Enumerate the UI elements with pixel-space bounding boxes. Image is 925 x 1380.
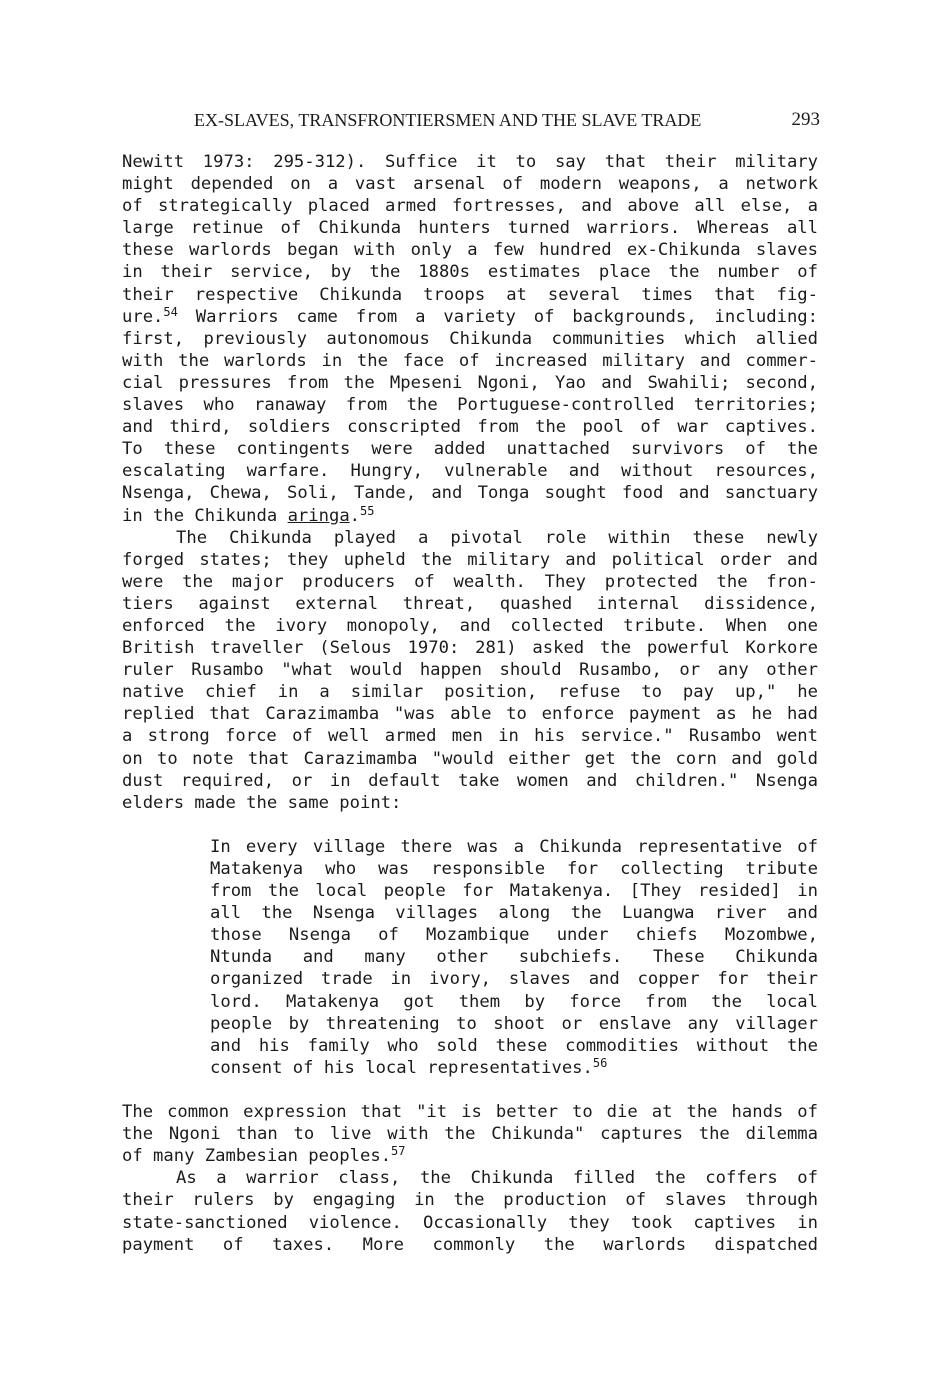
text-line: of strategically placed armed fortresses, and above all else, a	[122, 196, 818, 217]
text-fragment: of many Zambesian peoples.	[122, 1146, 392, 1167]
footnote-ref-56: 56	[592, 1055, 608, 1070]
footnote-ref-57: 57	[391, 1144, 406, 1159]
text-line: Nsenga, Chewa, Soli, Tande, and Tonga sought food and sanctuary	[122, 483, 818, 504]
text-line: escalating warfare. Hungry, vulnerable and without resources,	[122, 461, 818, 482]
text-line: a strong force of well armed men in his service." Rusambo went	[122, 726, 818, 747]
text-line: these warlords began with only a few hundred ex-Chikunda slaves	[122, 240, 818, 261]
text-line: tiers against external threat, quashed internal dissidence,	[122, 593, 818, 614]
text-line: elders made the same point:	[122, 792, 402, 813]
text-line: with the warlords in the face of increased military and commer-	[122, 350, 818, 371]
text-line: state-sanctioned violence. Occasionally they took captives in	[122, 1212, 818, 1233]
quote-line	[210, 1057, 818, 1079]
quote-line: In every village there was a Chikunda representative of	[210, 836, 818, 857]
text-line: dust required, or in default take women and children." Nsenga	[122, 770, 818, 791]
text-line: forged states; they upheld the military and political order and	[122, 549, 818, 570]
paragraph-4	[122, 1167, 818, 1255]
paragraph-1	[122, 151, 818, 527]
text-line: native chief in a similar position, refuse to pay up," he	[122, 682, 818, 703]
text-line	[122, 505, 818, 527]
text-line: slaves who ranaway from the Portuguese-controlled territories;	[122, 395, 818, 416]
text-line: British traveller (Selous 1970: 281) asked the powerful Korkore	[122, 638, 818, 659]
footnote-ref-54: 54	[163, 304, 178, 319]
text-line: cial pressures from the Mpeseni Ngoni, Yao and Swahili; second,	[122, 372, 818, 393]
quote-line: Ntunda and many other subchiefs. These Chikunda	[210, 947, 818, 968]
spacer	[122, 814, 818, 836]
text-fragment: Warriors came from a variety of backgrounds, including:	[177, 306, 818, 327]
running-header	[122, 106, 822, 134]
quote-line: organized trade in ivory, slaves and copper for their	[210, 969, 818, 990]
quote-line: from the local people for Matakenya. [They resided] in	[210, 881, 818, 902]
footnote-ref-55: 55	[360, 503, 375, 518]
text-line: large retinue of Chikunda hunters turned warriors. Whereas all	[122, 218, 818, 239]
text-line: The Chikunda played a pivotal role within these newly	[176, 527, 818, 548]
page-number: 293	[791, 109, 820, 130]
text-line: replied that Carazimamba "was able to enforce payment as he had	[122, 704, 818, 725]
text-fragment: consent of his local representatives.	[210, 1057, 593, 1078]
quote-line: Matakenya who was responsible for collecting tribute	[210, 859, 818, 879]
quote-line: people by threatening to shoot or enslave any villager	[210, 1013, 818, 1034]
quote-line: all the Nsenga villages along the Luangwa river and	[210, 903, 818, 924]
text-line: their respective Chikunda troops at several times that fig-	[122, 284, 818, 305]
text-line: To these contingents were added unattached survivors of the	[122, 439, 818, 460]
quote-line: lord. Matakenya got them by force from the local	[210, 991, 818, 1012]
text-line: the Ngoni than to live with the Chikunda" captures the dilemma	[122, 1124, 818, 1145]
quote-line: and his family who sold these commodities without the	[210, 1035, 818, 1056]
text-line: their rulers by engaging in the production of slaves through	[122, 1190, 818, 1211]
text-line: payment of taxes. More commonly the warlords dispatched	[122, 1234, 818, 1255]
running-title: EX-SLAVES, TRANSFRONTIERSMEN AND THE SLAVE TRADE	[194, 110, 702, 130]
text-line: As a warrior class, the Chikunda filled the coffers of	[176, 1168, 818, 1189]
text-line	[122, 1145, 818, 1167]
text-line: ruler Rusambo "what would happen should Rusambo, or any other	[122, 660, 818, 681]
text-line: might depended on a vast arsenal of modern weapons, a network	[122, 174, 818, 195]
text-line: first, previously autonomous Chikunda communities which allied	[122, 328, 818, 349]
body-text	[122, 151, 818, 1256]
paragraph-2	[122, 527, 818, 814]
text-line: The common expression that "it is better to die at the hands of	[122, 1102, 818, 1123]
text-line	[122, 306, 818, 328]
spacer	[122, 1079, 818, 1101]
text-line: on to note that Carazimamba "would either get the corn and gold	[122, 748, 818, 769]
italic-term-aringa: aringa	[287, 505, 350, 526]
text-line: and third, soldiers conscripted from the pool of war captives.	[122, 417, 818, 438]
text-fragment: ure.	[122, 306, 164, 327]
text-line: Newitt 1973: 295-312). Suffice it to say that their military	[122, 152, 818, 172]
text-fragment: .	[349, 505, 361, 526]
paragraph-3	[122, 1101, 818, 1167]
quote-line: those Nsenga of Mozambique under chiefs Mozombwe,	[210, 925, 818, 946]
text-fragment: in the Chikunda	[122, 505, 288, 526]
block-quote	[122, 836, 818, 1079]
text-line: in their service, by the 1880s estimates place the number of	[122, 262, 818, 283]
text-line: were the major producers of wealth. They protected the fron-	[122, 571, 818, 592]
text-line: enforced the ivory monopoly, and collected tribute. When one	[122, 615, 818, 636]
